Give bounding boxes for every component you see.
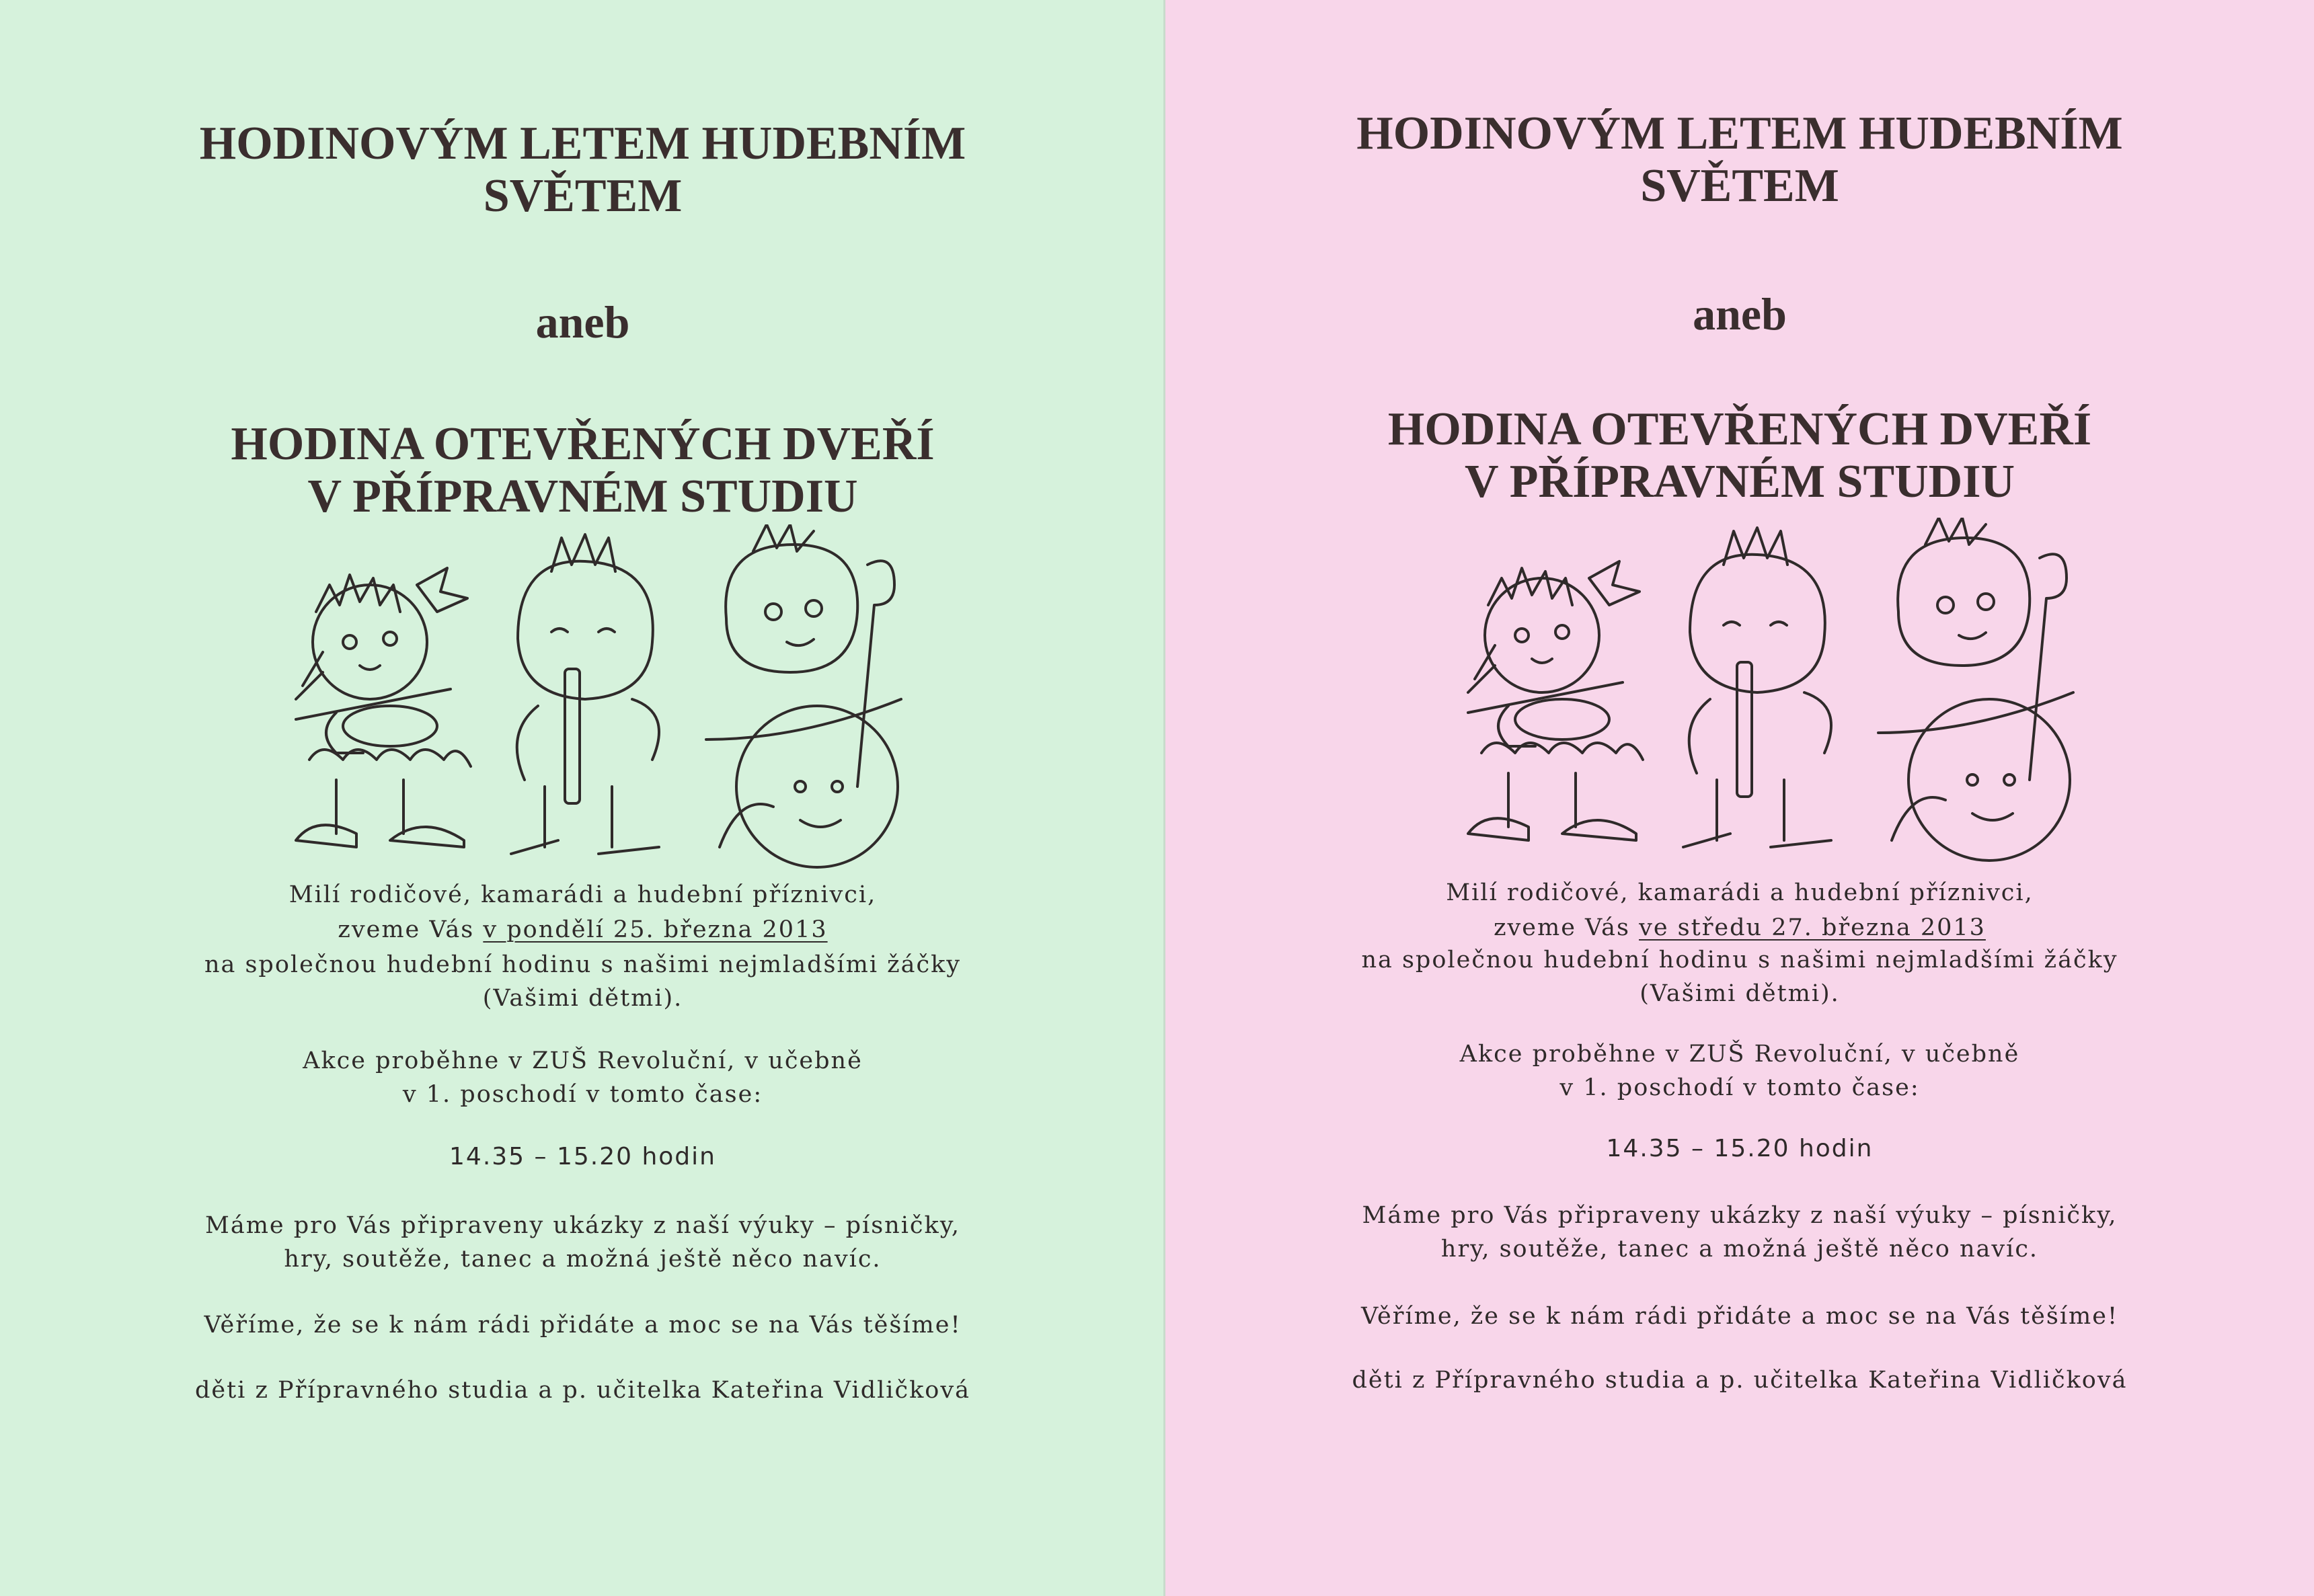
invite-audience-text: na společnou hudební hodinu s našimi nejmladšími žáčky [1361,947,2118,973]
title-line-2: SVĚTEM [483,170,683,222]
title-line-2: SVĚTEM [1640,160,1839,212]
greeting-text: Milí rodičové, kamarádi a hudební příznivci, [1446,879,2034,906]
place-line-1: Akce proběhne v ZUŠ Revoluční, v učebně [1459,1041,2020,1068]
three-children-musicians-icon [256,524,941,874]
greeting-text: Milí rodičové, kamarádi a hudební příznivci, [288,881,877,908]
cello-boy-icon [706,524,901,867]
violin-girl-icon [296,568,471,847]
place-line-2: v 1. poschodí v tomto čase: [402,1081,763,1108]
event-date: ve středu 27. března 2013 [1639,914,1986,941]
place-line-2: v 1. poschodí v tomto čase: [1559,1074,1920,1101]
title-line-1: HODINOVÝM LETEM HUDEBNÍM [199,118,966,169]
flyer-subtitle [0,418,1165,523]
event-date: v pondělí 25. března 2013 [483,916,828,943]
cello-boy-icon [1878,518,2073,861]
three-children-musicians-icon [1428,518,2114,867]
event-time: 14.35 – 15.20 hodin [449,1143,716,1170]
invite-children-text: (Vašimi dětmi). [1640,980,1840,1007]
flyer-title [0,118,1165,223]
closing-text: Věříme, že se k nám rádi přidáte a moc se na Vás těšíme! [1360,1303,2119,1330]
invite-children-text: (Vašimi dětmi). [482,985,683,1012]
invite-prefix: zveme Vás [338,916,475,943]
invite-line [1165,912,2314,943]
flyer-title [1165,108,2314,212]
program-line-1: Máme pro Vás připraveny ukázky z naší výuky – písničky, [205,1212,960,1239]
signature-text: děti z Přípravného studia a p. učitelka Kateřina Vidličková [194,1377,971,1404]
aneb-label: aneb [535,296,630,348]
aneb-label: aneb [1693,288,1787,340]
signature-text: děti z Přípravného studia a p. učitelka Kateřina Vidličková [1352,1367,2128,1394]
subtitle-line-1: HODINA OTEVŘENÝCH DVEŘÍ [1387,403,2092,455]
flute-boy-icon [511,534,659,854]
invite-line [0,914,1165,945]
flyer-subtitle [1165,403,2314,508]
title-line-1: HODINOVÝM LETEM HUDEBNÍM [1356,108,2123,159]
subtitle-line-2: V PŘÍPRAVNÉM STUDIU [1464,456,2015,508]
subtitle-line-1: HODINA OTEVŘENÝCH DVEŘÍ [231,418,935,470]
place-line-1: Akce proběhne v ZUŠ Revoluční, v učebně [303,1047,863,1074]
closing-text: Věříme, že se k nám rádi přidáte a moc se na Vás těšíme! [204,1312,962,1339]
event-time: 14.35 – 15.20 hodin [1606,1135,1874,1162]
invite-prefix: zveme Vás [1494,914,1630,941]
flute-boy-icon [1683,528,1831,847]
program-line-2: hry, soutěže, tanec a možná ještě něco navíc. [1440,1236,2039,1263]
program-line-2: hry, soutěže, tanec a možná ještě něco navíc. [284,1246,882,1273]
program-line-1: Máme pro Vás připraveny ukázky z naší výuky – písničky, [1362,1202,2118,1229]
subtitle-line-2: V PŘÍPRAVNÉM STUDIU [307,471,858,522]
violin-girl-icon [1468,561,1643,840]
invite-audience-text: na společnou hudební hodinu s našimi nejmladšími žáčky [204,951,962,978]
flyer-pink [1165,0,2314,1596]
